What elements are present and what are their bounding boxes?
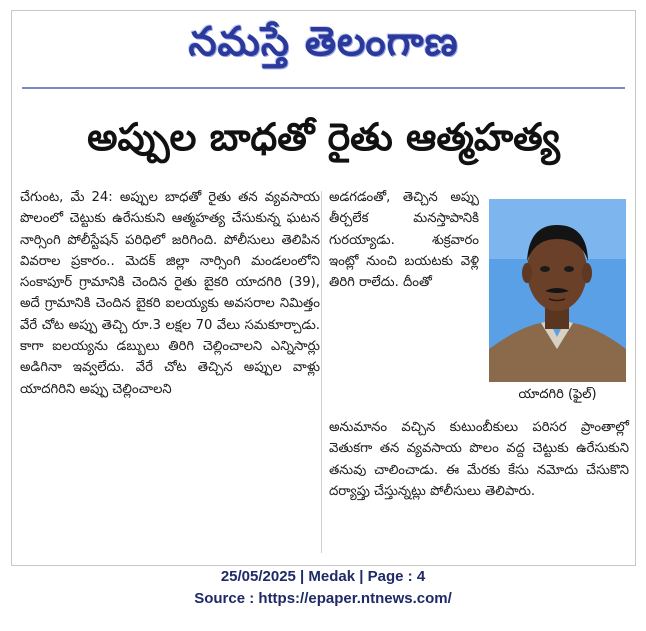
- source-link[interactable]: Source : https://epaper.ntnews.com/: [194, 590, 452, 607]
- masthead-logo: నమస్తే తెలంగాణ: [188, 18, 459, 65]
- portrait-image: [489, 199, 626, 382]
- photo-caption: యాదగిరి (ఫైల్): [518, 387, 597, 402]
- masthead-divider: [22, 87, 625, 89]
- article-headline: అప్పుల బాధతో రైతు ఆత్మహత్య: [87, 115, 560, 159]
- article-body-bottom-column: అనుమానం వచ్చిన కుటుంబీకులు పరిసర ప్రాంతాల్లో వెతుకగా తన వ్యవసాయ పొలం వద్ద చెట్టుకు ఉరేసుకుని తనువు చాలించాడు. ఈ మేరకు కేసు నమోదు చేసుకొని దర్యాప్తు చేస్తున్నట్లు పోలీసులు తెలిపారు.: [329, 420, 629, 499]
- article-body-middle-column: అడగడంతో, తెచ్చిన అప్పు తీర్చలేక మనస్తాపానికి గురయ్యాడు. శుక్రవారం ఇంట్లో నుంచి బయటకు వెళ్లి తిరిగి రాలేదు. దీంతో: [329, 190, 479, 291]
- newspaper-clipping: [11, 10, 636, 566]
- edition-info: 25/05/2025 | Medak | Page : 4: [220, 568, 426, 585]
- portrait-photo: [489, 199, 626, 382]
- article-body-left-column: చేగుంట, మే 24: అప్పుల బాధతో రైతు తన వ్యవసాయ పొలంలో చెట్టుకు ఉరేసుకుని ఆత్మహత్య చేసుకున్న ఘటన నార్సింగి పోలీస్టేషన్ పరిధిలో జరిగింది. పోలీసులు తెలిపిన వివరాల ప్రకారం.. మెదక్ జిల్లా నార్సింగి మండలంలోని సంకాపూర్ గ్రామానికి చెందిన రైతు బైకరి యాదగిరి (39), అదే గ్రామానికి చెందిన బైకరి ఐలయ్యకు అవసరాల నిమిత్తం వేరే చోట అప్పు తెచ్చి రూ.3 లక్షల 70 వేలు సమకూర్చాడు. కాగా ఐలయ్యను డబ్బులు తిరిగి చెల్లించాలని ఎన్నిసార్లు అడిగినా ఇవ్వలేదు. వేరే చోట తెచ్చిన అప్పుల వాళ్లు యాదగిరిని అప్పు చెల్లించాలని: [20, 190, 320, 397]
- column-divider: [321, 191, 322, 553]
